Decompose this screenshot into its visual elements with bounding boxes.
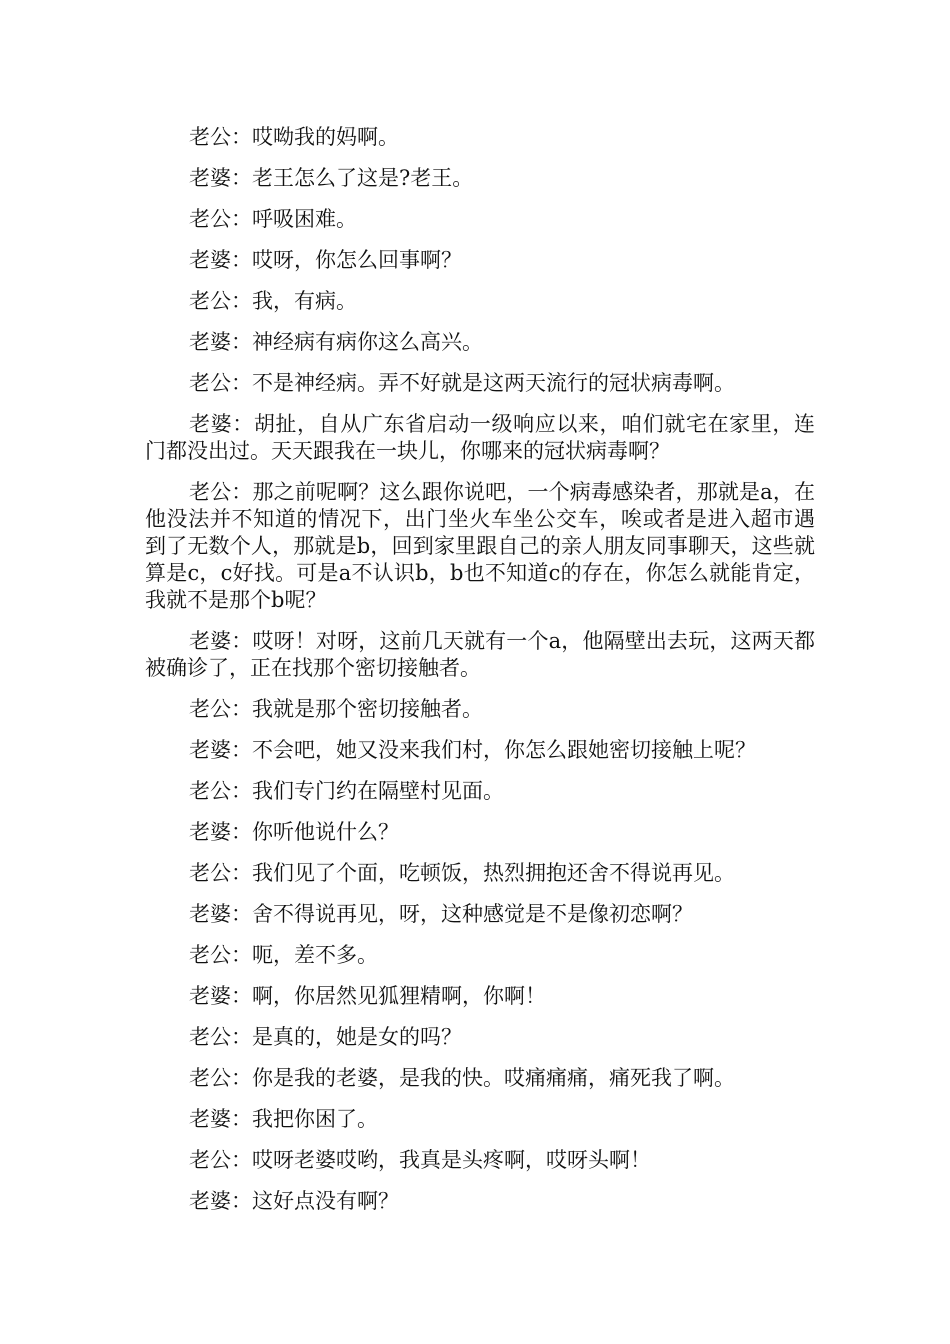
dialogue-line: 老婆：啊，你居然见狐狸精啊，你啊！: [189, 984, 546, 1008]
dialogue-line: 老婆：不会吧，她又没来我们村，你怎么跟她密切接触上呢？: [189, 738, 756, 762]
dialogue-line: 老婆：神经病有病你这么高兴。: [189, 330, 483, 354]
dialogue-line: 老公：那之前呢啊？这么跟你说吧，一个病毒感染者，那就是a，在他没法并不知道的情况下，出门坐火车坐公交车，唉或者是进入超市遇到了无数个人，那就是b，回到家里跟自己的亲人朋友同事聊天，这些就算是c，c好找。可是a不认识b，b也不知道c的存在，你怎么就能肯定，我就不是那个b呢？: [145, 480, 815, 612]
dialogue-text: [145, 124, 815, 1215]
dialogue-line: 老婆：哎呀，你怎么回事啊？: [189, 248, 462, 272]
dialogue-line: 老公：我们见了个面，吃顿饭，热烈拥抱还舍不得说再见。: [189, 861, 735, 885]
dialogue-line: 老婆：舍不得说再见，呀，这种感觉是不是像初恋啊？: [189, 902, 693, 926]
dialogue-line: 老公：我就是那个密切接触者。: [189, 697, 483, 721]
dialogue-line: 老婆：胡扯，自从广东省启动一级响应以来，咱们就宅在家里，连门都没出过。天天跟我在一块儿，你哪来的冠状病毒啊？: [145, 412, 815, 463]
dialogue-line: 老公：我们专门约在隔壁村见面。: [189, 779, 504, 803]
dialogue-line: 老婆：我把你困了。: [189, 1107, 378, 1131]
dialogue-line: 老公：你是我的老婆，是我的快。哎痛痛痛，痛死我了啊。: [189, 1066, 735, 1090]
dialogue-line: 老婆：这好点没有啊？: [189, 1189, 399, 1213]
dialogue-line: 老婆：哎呀！对呀，这前几天就有一个a，他隔壁出去玩，这两天都被确诊了，正在找那个密切接触者。: [145, 629, 815, 680]
dialogue-line: 老公：不是神经病。弄不好就是这两天流行的冠状病毒啊。: [189, 371, 735, 395]
dialogue-line: 老公：呼吸困难。: [189, 207, 357, 231]
dialogue-line: 老婆：老王怎么了这是?老王。: [189, 166, 474, 190]
dialogue-line: 老婆：你听他说什么？: [189, 820, 399, 844]
dialogue-line: 老公：呃，差不多。: [189, 943, 378, 967]
dialogue-line: 老公：是真的，她是女的吗？: [189, 1025, 462, 1049]
dialogue-line: 老公：哎呦我的妈啊。: [189, 125, 399, 149]
dialogue-line: 老公：我，有病。: [189, 289, 357, 313]
dialogue-line: 老公：哎呀老婆哎哟，我真是头疼啊，哎呀头啊！: [189, 1148, 651, 1172]
